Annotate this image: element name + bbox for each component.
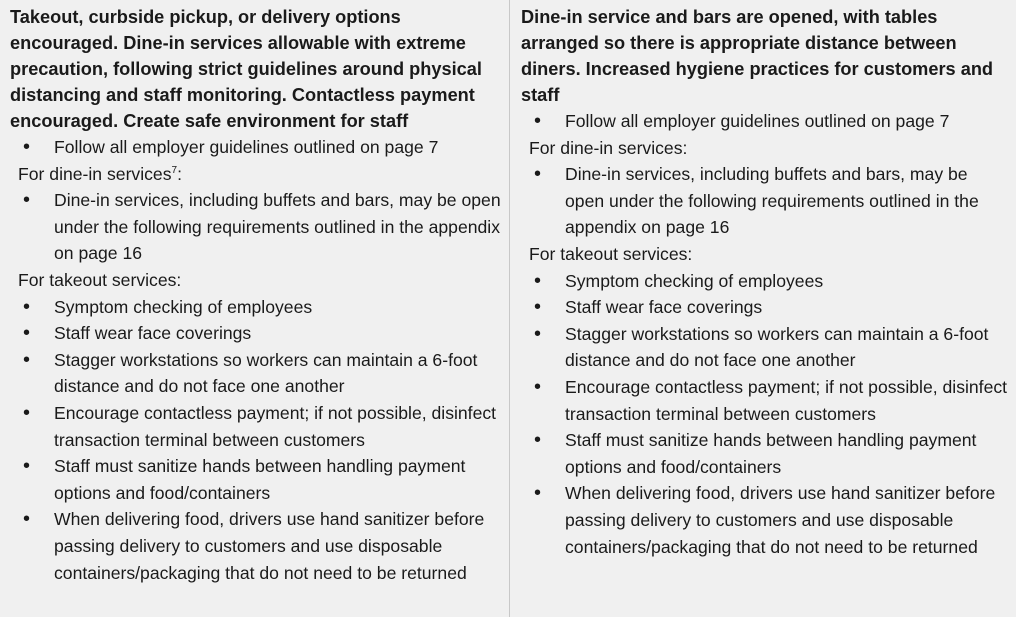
right-takeout-list	[521, 268, 1010, 561]
dine-in-label-text: For dine-in services	[18, 163, 172, 184]
list-item: • Follow all employer guidelines outlined on page 7	[521, 108, 1010, 135]
left-general-list	[10, 134, 501, 161]
list-item: • Stagger workstations so workers can maintain a 6-foot distance and do not face one another	[521, 321, 1010, 374]
left-takeout-label: For takeout services:	[18, 269, 182, 290]
footnote-marker: 7	[171, 164, 178, 176]
list-item: • When delivering food, drivers use hand sanitizer before passing delivery to customers and use disposable containers/packaging that do not need to be returned	[521, 480, 1010, 560]
left-dine-in-list	[10, 187, 501, 267]
list-item: • Stagger workstations so workers can maintain a 6-foot distance and do not face one another	[10, 347, 501, 400]
right-general-list	[521, 108, 1010, 135]
list-item: • Encourage contactless payment; if not possible, disinfect transaction terminal between customers	[10, 400, 501, 453]
list-item: • Follow all employer guidelines outlined on page 7	[10, 134, 501, 161]
left-takeout-list	[10, 294, 501, 587]
list-item: • Symptom checking of employees	[521, 268, 1010, 295]
right-column	[510, 0, 1016, 617]
left-dine-in-label	[10, 161, 501, 188]
list-item: • Staff wear face coverings	[10, 320, 501, 347]
list-item: • Staff must sanitize hands between handling payment options and food/containers	[10, 453, 501, 506]
list-item: • Staff must sanitize hands between handling payment options and food/containers	[521, 427, 1010, 480]
left-heading: Takeout, curbside pickup, or delivery options encouraged. Dine-in services allowable with extreme precaution, following strict guidelines around physical distancing and staff monitoring. Contactless payment encouraged. Create safe environment for staff	[10, 7, 482, 131]
list-item: • Staff wear face coverings	[521, 294, 1010, 321]
right-dine-in-label: For dine-in services:	[529, 137, 688, 158]
list-item: • Dine-in services, including buffets and bars, may be open under the following requirements outlined in the appendix on page 16	[521, 161, 1010, 241]
list-item: • When delivering food, drivers use hand sanitizer before passing delivery to customers and use disposable containers/packaging that do not need to be returned	[10, 506, 501, 586]
right-dine-in-list	[521, 161, 1010, 241]
list-item: • Encourage contactless payment; if not possible, disinfect transaction terminal between customers	[521, 374, 1010, 427]
right-takeout-label: For takeout services:	[529, 243, 693, 264]
dine-in-label-suffix: :	[177, 163, 182, 184]
list-item: • Dine-in services, including buffets and bars, may be open under the following requirements outlined in the appendix on page 16	[10, 187, 501, 267]
right-heading: Dine-in service and bars are opened, with tables arranged so there is appropriate distance between diners. Increased hygiene practices for customers and staff	[521, 7, 994, 105]
list-item: • Symptom checking of employees	[10, 294, 501, 321]
